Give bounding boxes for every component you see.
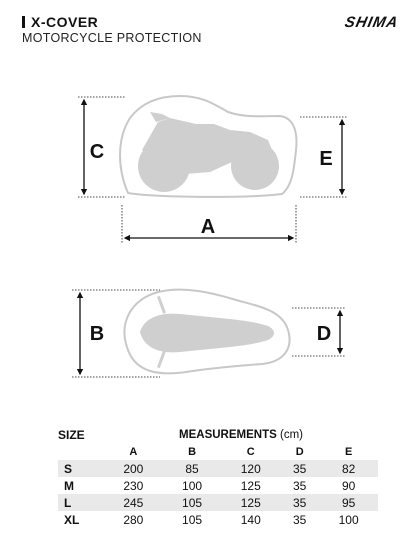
table-cell: 105: [182, 512, 203, 527]
table-cell: 280: [123, 512, 144, 527]
top-view: [72, 290, 346, 377]
table-cell: 35: [292, 512, 307, 527]
table-cell: 200: [104, 460, 163, 477]
size-cell: S: [58, 460, 104, 477]
side-view: [78, 96, 348, 244]
table-row: [58, 494, 378, 511]
table-cell: 35: [292, 478, 307, 493]
dimension-label-b: B: [89, 323, 105, 345]
measurements-header: [104, 426, 378, 443]
table-cell: 140: [240, 512, 261, 527]
table-cell: 90: [341, 478, 356, 493]
table-cell: 85: [163, 460, 222, 477]
table-cell: 245: [104, 494, 163, 511]
page-title: X-COVER: [31, 14, 99, 30]
size-table: [58, 426, 378, 528]
column-header: A: [129, 445, 138, 458]
table-cell: 120: [221, 460, 280, 477]
page-subtitle: MOTORCYCLE PROTECTION: [22, 31, 202, 45]
column-header: B: [188, 445, 197, 458]
column-header: C: [246, 445, 255, 458]
side-motorcycle-silhouette: [138, 112, 279, 192]
table-cell: 35: [280, 494, 319, 511]
top-motorcycle-silhouette: [140, 296, 274, 368]
dimension-label-a: A: [200, 216, 216, 238]
table-row: [58, 477, 378, 494]
dimension-label-d: D: [316, 323, 332, 345]
table-cell: 100: [182, 478, 203, 493]
table-cell: 35: [280, 460, 319, 477]
table-row: [58, 511, 378, 528]
measurements-label: MEASUREMENTS: [179, 428, 277, 441]
dimension-label-c: C: [89, 141, 105, 163]
column-header: D: [295, 445, 304, 458]
size-cell: M: [64, 478, 74, 493]
table-cell: 82: [319, 460, 378, 477]
table-header-row: [58, 426, 378, 443]
dimension-label-e: E: [319, 148, 333, 170]
column-header-empty: [58, 443, 104, 460]
table-cell: 230: [123, 478, 144, 493]
table-cell: 95: [319, 494, 378, 511]
table-cell: 125: [240, 478, 261, 493]
table-cell: 100: [338, 512, 359, 527]
size-cell: XL: [64, 512, 80, 527]
table-cell: 125: [221, 494, 280, 511]
column-header-row: [58, 443, 378, 460]
table-row: [58, 460, 378, 477]
table-cell: 105: [163, 494, 222, 511]
size-header: SIZE: [58, 427, 85, 442]
column-header: E: [344, 445, 353, 458]
brand-logo: SHIMA: [342, 14, 400, 31]
measurements-unit: (cm): [279, 428, 303, 441]
size-cell: L: [58, 494, 104, 511]
